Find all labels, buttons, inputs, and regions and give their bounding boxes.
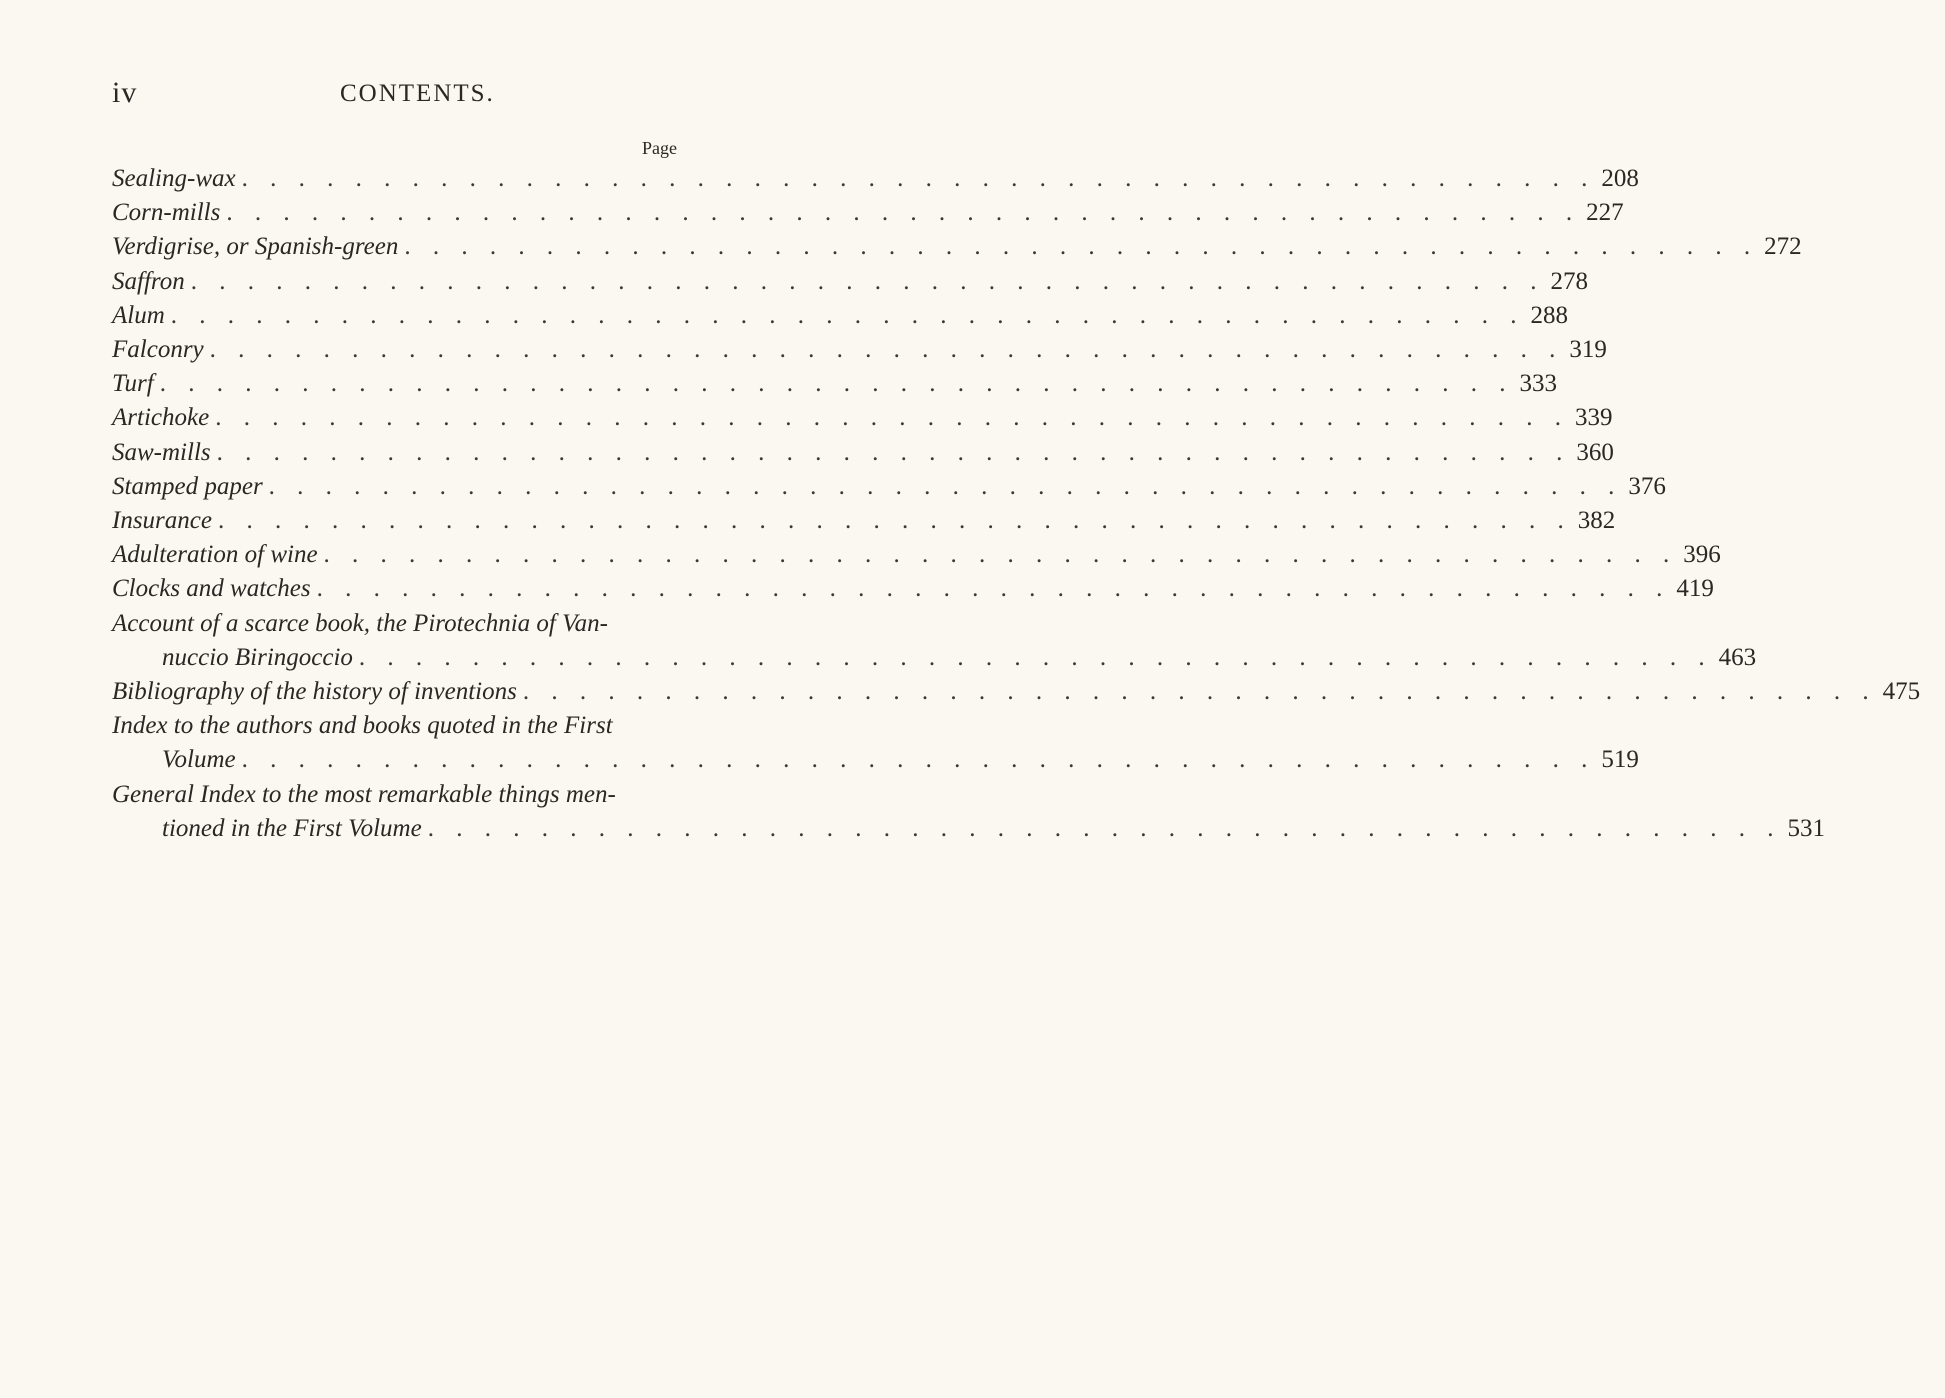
- entry-title: Corn-mills: [112, 199, 221, 227]
- dot-leader: . . . . . . . . . . . . . . . . . . . . . . . . . . . . . . . . . . . . . . . . . . . . . . . .: [241, 746, 1596, 774]
- dot-leader: . . . . . . . . . . . . . . . . . . . . . . . . . . . . . . . . . . . . . . . . . . . . . . . .: [404, 233, 1759, 261]
- entry-title: Saffron: [112, 267, 185, 295]
- contents-entry: [112, 196, 1624, 230]
- entry-page-number: 419: [1676, 575, 1714, 603]
- contents-entry: [112, 401, 1613, 435]
- dot-leader: . . . . . . . . . . . . . . . . . . . . . . . . . . . . . . . . . . . . . . . . . . . . . . . .: [209, 336, 1564, 364]
- entry-page-number: 272: [1764, 233, 1802, 261]
- entry-title: Volume: [162, 746, 236, 774]
- contents-entry: [112, 230, 1802, 264]
- contents-entry-line: [112, 367, 1557, 401]
- entry-page-number: 376: [1628, 472, 1666, 500]
- contents-entry-line: [112, 572, 1714, 606]
- entry-page-number: 531: [1787, 814, 1825, 842]
- page-header: [112, 76, 712, 112]
- contents-entry-line: [112, 675, 1921, 709]
- entry-title: Sealing-wax: [112, 165, 236, 192]
- contents-entry: [112, 265, 1588, 299]
- entry-page-number: 319: [1569, 336, 1607, 364]
- dot-leader: . . . . . . . . . . . . . . . . . . . . . . . . . . . . . . . . . . . . . . . . . . . . . . . .: [323, 541, 1678, 569]
- contents-entry: [112, 504, 1616, 538]
- dot-leader: . . . . . . . . . . . . . . . . . . . . . . . . . . . . . . . . . . . . . . . . . . . . . . . .: [226, 199, 1581, 227]
- entry-page-number: 382: [1577, 507, 1616, 535]
- contents-entry-line: [112, 641, 1757, 675]
- entry-title: Insurance: [112, 507, 212, 535]
- dot-leader: . . . . . . . . . . . . . . . . . . . . . . . . . . . . . . . . . . . . . . . . . . . . . . . .: [358, 643, 1713, 671]
- contents-entry-line: [112, 778, 712, 812]
- contents-entry-line: [112, 230, 1802, 264]
- page-number: iv: [112, 76, 138, 109]
- entry-title: Index to the authors and books quoted in the First: [112, 712, 613, 740]
- contents-list: [112, 162, 1921, 846]
- dot-leader: . . . . . . . . . . . . . . . . . . . . . . . . . . . . . . . . . . . . . . . . . . . . . . . .: [316, 575, 1671, 603]
- dot-leader: . . . . . . . . . . . . . . . . . . . . . . . . . . . . . . . . . . . . . . . . . . . . . . . .: [522, 678, 1877, 706]
- entry-page-number: 288: [1530, 301, 1569, 329]
- dot-leader: . . . . . . . . . . . . . . . . . . . . . . . . . . . . . . . . . . . . . . . . . . . . . . . .: [217, 507, 1572, 535]
- dot-leader: . . . . . . . . . . . . . . . . . . . . . . . . . . . . . . . . . . . . . . . . . . . . . . . .: [170, 301, 1525, 329]
- entry-title: Artichoke: [112, 404, 210, 432]
- contents-entry: [112, 470, 1666, 504]
- entry-page-number: 360: [1576, 438, 1614, 466]
- contents-entry: [112, 333, 1607, 367]
- entry-title: Saw-mills: [112, 438, 211, 466]
- dot-leader: . . . . . . . . . . . . . . . . . . . . . . . . . . . . . . . . . . . . . . . . . . . . . . . .: [241, 165, 1596, 192]
- entry-title: Clocks and watches: [112, 575, 311, 603]
- entry-title: Bibliography of the history of inventions: [112, 678, 517, 706]
- contents-entry: [112, 675, 1921, 709]
- contents-entry: [112, 538, 1721, 572]
- contents-entry-line: [112, 265, 1588, 299]
- contents-entry-line: [112, 196, 1624, 230]
- contents-entry: [112, 572, 1714, 606]
- contents-entry-line: [112, 743, 1639, 777]
- entry-title: Stamped paper: [112, 472, 263, 500]
- entry-page-number: 278: [1550, 267, 1588, 295]
- contents-entry: [112, 607, 1757, 675]
- entry-page-number: 339: [1574, 404, 1613, 432]
- entry-title: Verdigrise, or Spanish-green: [112, 233, 399, 261]
- page-column-header: Page: [642, 138, 677, 158]
- contents-entry-line: [112, 299, 1569, 333]
- entry-title: tioned in the First Volume: [162, 814, 422, 842]
- contents-entry-line: [112, 436, 1614, 470]
- contents-entry: [112, 162, 1639, 196]
- contents-entry: [112, 709, 1639, 777]
- entry-title: Adulteration of wine: [112, 541, 318, 569]
- entry-title: Alum: [112, 301, 165, 329]
- contents-entry-line: [112, 812, 1825, 846]
- contents-entry-line: [112, 538, 1721, 572]
- contents-entry-line: [112, 333, 1607, 367]
- entry-page-number: 227: [1586, 199, 1624, 227]
- entry-title: Account of a scarce book, the Pirotechnia of Van-: [112, 609, 608, 637]
- contents-entry: [112, 299, 1569, 333]
- dot-leader: . . . . . . . . . . . . . . . . . . . . . . . . . . . . . . . . . . . . . . . . . . . . . . . .: [159, 370, 1514, 398]
- entry-page-number: 333: [1519, 370, 1557, 398]
- entry-page-number: 519: [1601, 746, 1639, 774]
- dot-leader: . . . . . . . . . . . . . . . . . . . . . . . . . . . . . . . . . . . . . . . . . . . . . . . .: [268, 472, 1623, 500]
- dot-leader: . . . . . . . . . . . . . . . . . . . . . . . . . . . . . . . . . . . . . . . . . . . . . . . .: [215, 404, 1569, 432]
- entry-title: nuccio Biringoccio: [162, 643, 353, 671]
- contents-entry: [112, 436, 1614, 470]
- contents-entry: [112, 367, 1557, 401]
- contents-entry-line: [112, 607, 712, 641]
- contents-entry-line: [112, 709, 712, 743]
- entry-page-number: 475: [1882, 678, 1921, 706]
- contents-entry-line: [112, 504, 1616, 538]
- dot-leader: . . . . . . . . . . . . . . . . . . . . . . . . . . . . . . . . . . . . . . . . . . . . . . . .: [190, 267, 1545, 295]
- dot-leader: . . . . . . . . . . . . . . . . . . . . . . . . . . . . . . . . . . . . . . . . . . . . . . . .: [216, 438, 1571, 466]
- entry-title: General Index to the most remarkable things men-: [112, 780, 616, 808]
- entry-page-number: 463: [1718, 643, 1757, 671]
- contents-entry: [112, 778, 1825, 846]
- contents-entry-line: [112, 470, 1666, 504]
- entry-title: Falconry: [112, 336, 204, 364]
- entry-title: Turf: [112, 370, 154, 398]
- contents-entry-line: [112, 162, 1639, 196]
- entry-page-number: 208: [1601, 165, 1639, 192]
- entry-page-number: 396: [1683, 541, 1721, 569]
- contents-entry-line: [112, 401, 1613, 435]
- dot-leader: . . . . . . . . . . . . . . . . . . . . . . . . . . . . . . . . . . . . . . . . . . . . . . . .: [427, 814, 1782, 842]
- running-head: CONTENTS.: [340, 80, 495, 107]
